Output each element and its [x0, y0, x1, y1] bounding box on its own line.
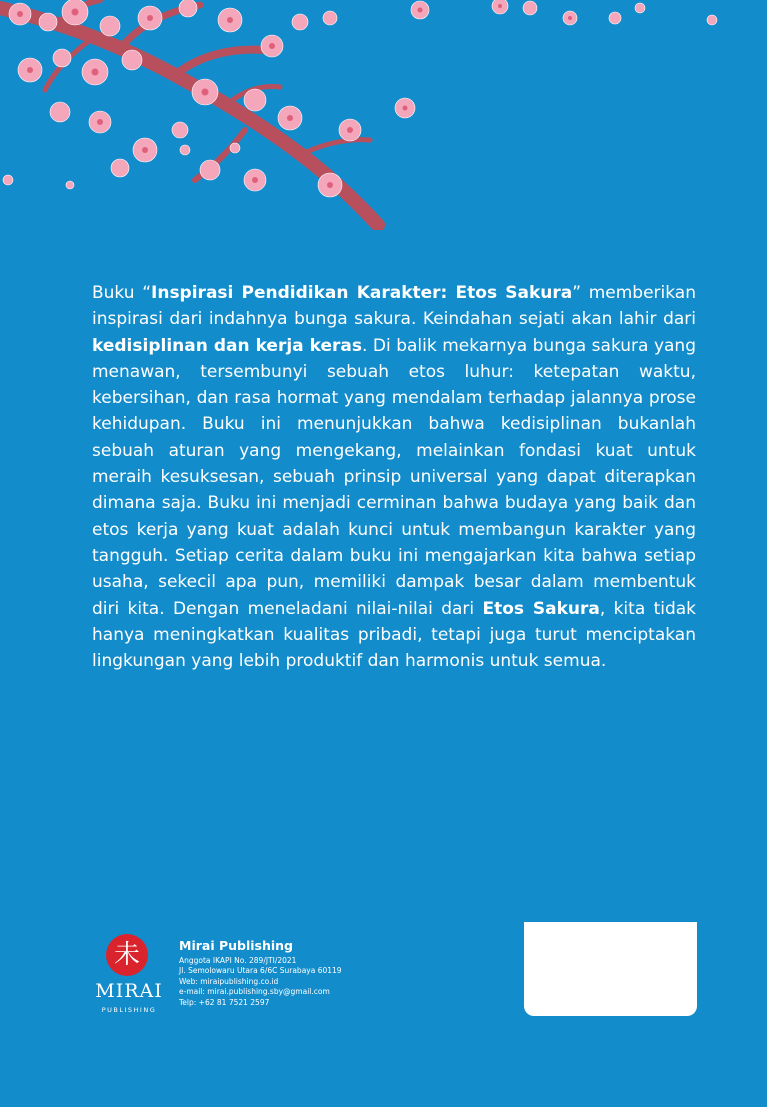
blurb-emphasis-discipline: kedisiplinan dan kerja keras: [92, 335, 363, 356]
blurb-text-2: ” memberikan inspirasi dari indahnya bunga sakura. Keindahan sejati akan lahir dari: [92, 283, 696, 330]
logo-glyph-icon: 未: [114, 940, 141, 970]
publisher-block: [95, 930, 400, 1020]
sakura-branch-illustration: [0, 0, 767, 230]
blurb-text-4: , kita tidak hanya meningkatkan kualitas pribadi, tetapi juga turut menciptakan lingkungan yang lebih produktif dan harmonis untuk semua.: [92, 598, 697, 672]
blurb-text-3: . Di balik mekarnya bunga sakura yang menawan, tersembunyi sebuah etos luhur: ketepatan waktu, kebersihan, dan rasa hormat yang mendalam terhadap jalannya prose kehidupan. Buku ini menunjukkan bahwa kedisiplinan bukanlah sebuah aturan yang mengekang, melainkan fondasi kuat untuk meraih kesuksesan, sebuah prinsip universal yang dapat diterapkan dimana saja. Buku ini menjadi cerminan bahwa budaya yang baik dan etos kerja yang kuat adalah kunci untuk membangun karakter yang tangguh. Setiap cerita dalam buku ini mengajarkan kita bahwa setiap usaha, sekecil apa pun, memiliki dampak besar dalam membentuk diri kita. Dengan meneladani nilai-nilai dari: [92, 335, 697, 619]
publisher-phone: Telp: +62 81 7521 2597: [179, 997, 270, 1007]
publisher-address: Jl. Semolowaru Utara 6/6C Surabaya 60119: [179, 966, 342, 976]
blurb-text-1: Buku “: [92, 283, 152, 303]
publisher-info: [179, 939, 409, 1008]
barcode-placeholder-box: [524, 922, 697, 1016]
blurb-emphasis-etos-sakura: Etos Sakura: [482, 598, 600, 619]
back-cover-blurb: [92, 280, 696, 674]
publisher-ikapi: Anggota IKAPI No. 289/JTI/2021: [179, 956, 297, 965]
blurb-book-title: Inspirasi Pendidikan Karakter: Etos Sakura: [151, 283, 573, 303]
publisher-web: Web: miraipublishing.co.id: [179, 976, 279, 986]
logo-subtitle: PUBLISHING: [101, 1006, 157, 1014]
mirai-logo: [95, 930, 163, 1020]
publisher-name: Mirai Publishing: [179, 938, 294, 953]
publisher-email: e-mail: mirai.publishing.sby@gmail.com: [179, 987, 330, 997]
logo-name: MIRAI: [95, 980, 163, 1002]
